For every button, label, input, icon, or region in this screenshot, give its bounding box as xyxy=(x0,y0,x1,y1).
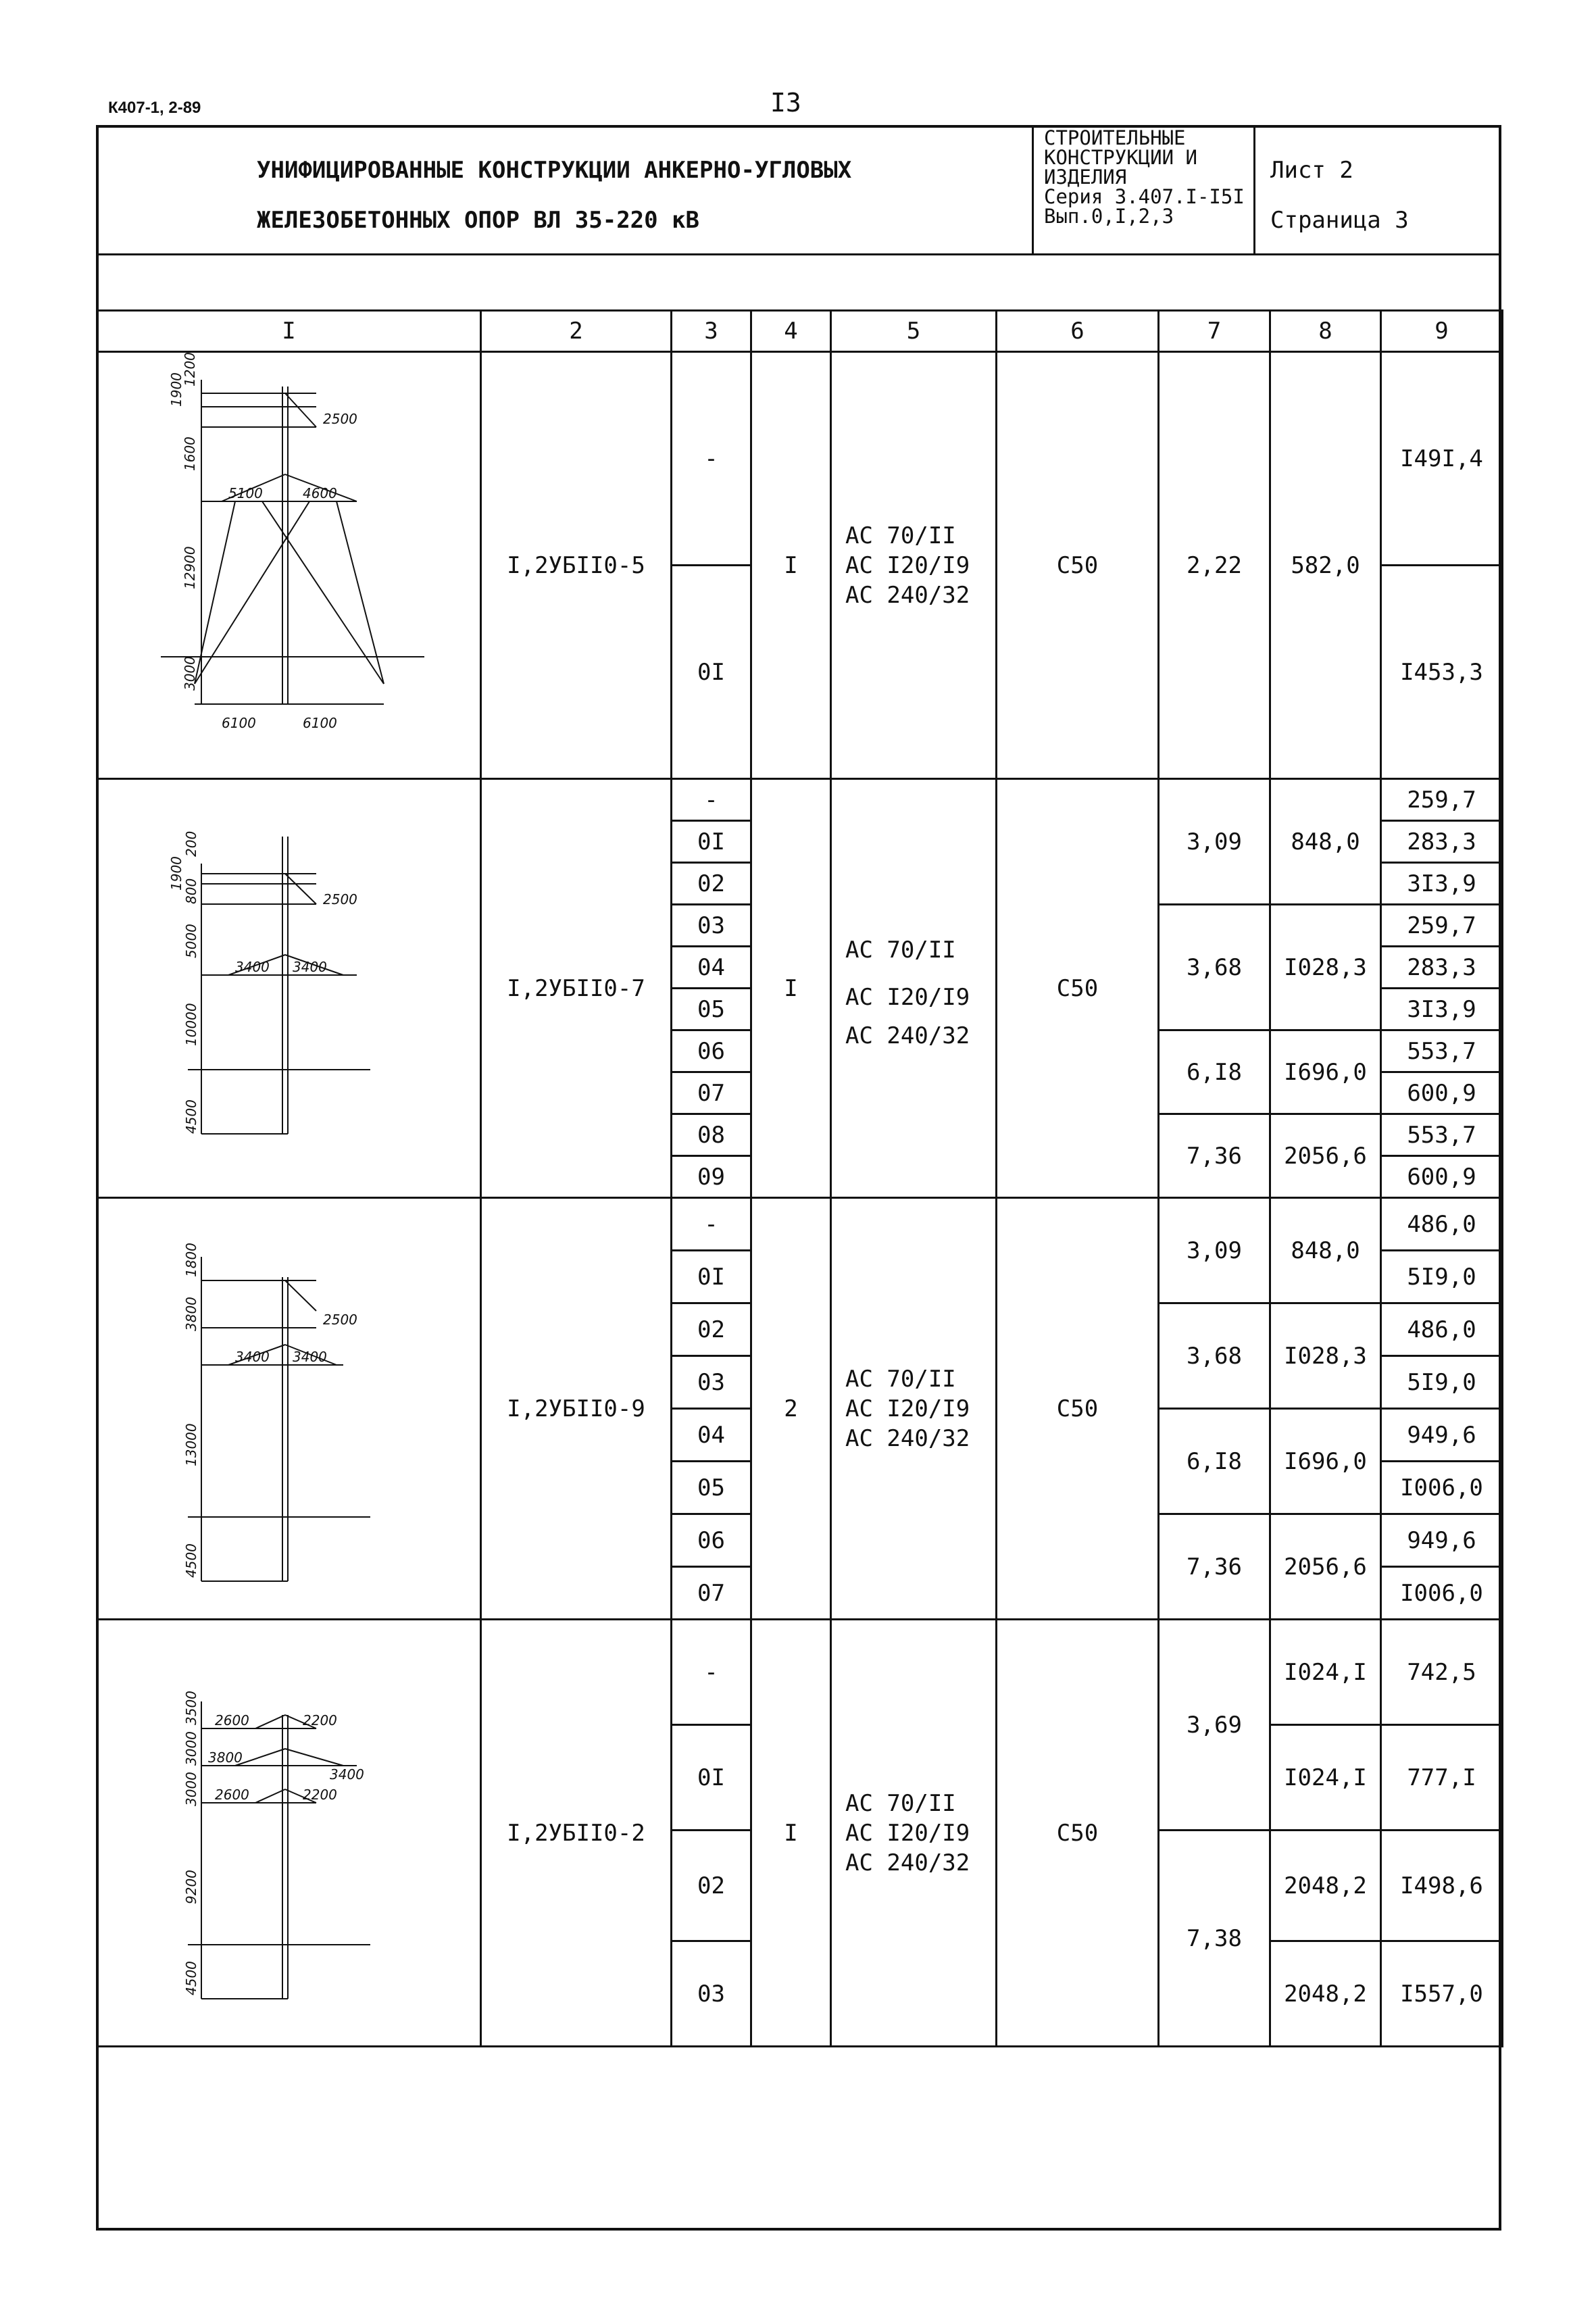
tower-mark: I,2УБII0-9 xyxy=(481,1198,672,1620)
dimension-label: 3500 xyxy=(182,1691,199,1725)
table-row xyxy=(97,1620,1503,1725)
variant-code: 08 xyxy=(672,1114,751,1156)
load-value: 949,6 xyxy=(1381,1514,1503,1567)
document-code: К407-1, 2-89 xyxy=(108,99,201,117)
variant-code: 02 xyxy=(672,863,751,905)
wire-materials xyxy=(831,1198,997,1620)
dimension-label: 9200 xyxy=(182,1870,199,1904)
variant-code: 02 xyxy=(672,1831,751,1941)
volume-value: 3,09 xyxy=(1159,779,1270,905)
load-value: 259,7 xyxy=(1381,779,1503,821)
material: АС I20/I9 xyxy=(845,1819,970,1847)
specification-table xyxy=(96,309,1503,2047)
quantity: I xyxy=(751,779,831,1198)
concrete-class: С50 xyxy=(997,352,1159,779)
load-value: 553,7 xyxy=(1381,1114,1503,1156)
dimension-label: 2200 xyxy=(302,1787,337,1803)
load-value: 600,9 xyxy=(1381,1072,1503,1114)
wire-materials xyxy=(831,352,997,779)
dimension-label: 1200 xyxy=(181,353,198,387)
variant-code: 03 xyxy=(672,905,751,947)
concrete-class: С50 xyxy=(997,1620,1159,2047)
column-header: 8 xyxy=(1270,311,1381,352)
dimension-label: 5000 xyxy=(182,924,199,958)
volume-value: 3,09 xyxy=(1159,1198,1270,1303)
dimension-label: 3400 xyxy=(292,1349,327,1365)
mass-value: I028,3 xyxy=(1270,1303,1381,1409)
dimension-label: 3400 xyxy=(329,1766,364,1783)
load-value: 283,3 xyxy=(1381,947,1503,989)
column-header: 2 xyxy=(481,311,672,352)
volume-value: 2,22 xyxy=(1159,352,1270,779)
variant-code: - xyxy=(672,779,751,821)
volume-value: 3,68 xyxy=(1159,1303,1270,1409)
load-value: 5I9,0 xyxy=(1381,1251,1503,1303)
table-row xyxy=(97,779,1503,821)
volume-value: 6,I8 xyxy=(1159,1409,1270,1514)
dimension-label: 4500 xyxy=(182,1961,199,1995)
dimension-label: 3000 xyxy=(181,656,198,691)
mass-value: I696,0 xyxy=(1270,1409,1381,1514)
tower-mark: I,2УБII0-7 xyxy=(481,779,672,1198)
wire-materials xyxy=(831,779,997,1198)
tower-drawing-2 xyxy=(97,779,481,1198)
variant-code: 0I xyxy=(672,566,751,779)
tower-mark: I,2УБII0-2 xyxy=(481,1620,672,2047)
title-line-2: ЖЕЛЕЗОБЕТОННЫХ ОПОР ВЛ 35-220 кВ xyxy=(257,207,700,234)
material: АС 70/II xyxy=(845,1789,956,1817)
column-header: 7 xyxy=(1159,311,1270,352)
dimension-label: 10000 xyxy=(182,1003,199,1046)
material: АС I20/I9 xyxy=(845,983,970,1011)
material: АС 70/II xyxy=(845,936,956,964)
load-value: 5I9,0 xyxy=(1381,1356,1503,1409)
material: АС 240/32 xyxy=(845,1424,970,1452)
tower-mark: I,2УБII0-5 xyxy=(481,352,672,779)
dimension-label: 6100 xyxy=(302,715,337,731)
volume-value: 7,36 xyxy=(1159,1514,1270,1620)
mass-value: I696,0 xyxy=(1270,1030,1381,1114)
variant-code: 0I xyxy=(672,821,751,863)
table-row xyxy=(97,1198,1503,1251)
load-value: I49I,4 xyxy=(1381,352,1503,566)
material: АС 240/32 xyxy=(845,1849,970,1876)
variant-code: - xyxy=(672,1620,751,1725)
load-value: 486,0 xyxy=(1381,1198,1503,1251)
dimension-label: 13000 xyxy=(182,1423,199,1466)
load-value: 600,9 xyxy=(1381,1156,1503,1198)
dimension-label: 2600 xyxy=(214,1787,249,1803)
title-bottom-rule xyxy=(96,253,1501,255)
variant-code: 07 xyxy=(672,1072,751,1114)
load-value: 259,7 xyxy=(1381,905,1503,947)
sheet-number: Лист 2 xyxy=(1270,157,1353,184)
load-value: 777,I xyxy=(1381,1725,1503,1831)
column-header: 9 xyxy=(1381,311,1503,352)
variant-code: 03 xyxy=(672,1356,751,1409)
variant-code: 03 xyxy=(672,1941,751,2047)
variant-code: 02 xyxy=(672,1303,751,1356)
volume-value: 7,36 xyxy=(1159,1114,1270,1198)
mass-value: 582,0 xyxy=(1270,352,1381,779)
column-header: I xyxy=(97,311,481,352)
mass-value: 2048,2 xyxy=(1270,1941,1381,2047)
load-value: 3I3,9 xyxy=(1381,863,1503,905)
load-value: 486,0 xyxy=(1381,1303,1503,1356)
material: АС 240/32 xyxy=(845,1022,970,1049)
document-title xyxy=(257,145,851,245)
quantity: I xyxy=(751,1620,831,2047)
page-label: Страница 3 xyxy=(1270,207,1409,234)
volume-value: 3,69 xyxy=(1159,1620,1270,1831)
mass-value: I024,I xyxy=(1270,1620,1381,1725)
tower-diagram xyxy=(100,353,478,772)
dimension-label: 3800 xyxy=(182,1297,199,1331)
sheet-info xyxy=(1270,145,1409,245)
dimension-label: 1800 xyxy=(182,1243,199,1277)
load-value: 949,6 xyxy=(1381,1409,1503,1462)
tower-drawing-3 xyxy=(97,1198,481,1620)
series-line: ИЗДЕЛИЯ xyxy=(1044,166,1127,189)
variant-code: - xyxy=(672,1198,751,1251)
load-value: 742,5 xyxy=(1381,1620,1503,1725)
tower-diagram xyxy=(100,1203,478,1608)
wire-materials xyxy=(831,1620,997,2047)
dimension-label: 1900 xyxy=(168,856,184,891)
variant-code: 07 xyxy=(672,1567,751,1620)
concrete-class: С50 xyxy=(997,779,1159,1198)
dimension-label: 2500 xyxy=(322,411,357,427)
dimension-label: 1600 xyxy=(181,437,198,471)
dimension-label: 2200 xyxy=(302,1712,337,1728)
material: АС I20/I9 xyxy=(845,1395,970,1422)
variant-code: 04 xyxy=(672,947,751,989)
dimension-label: 1900 xyxy=(168,372,184,407)
column-header: 4 xyxy=(751,311,831,352)
dimension-label: 3400 xyxy=(234,1349,270,1365)
load-value: I006,0 xyxy=(1381,1462,1503,1514)
mass-value: 848,0 xyxy=(1270,1198,1381,1303)
volume-value: 3,68 xyxy=(1159,905,1270,1030)
mass-value: I028,3 xyxy=(1270,905,1381,1030)
series-line: СТРОИТЕЛЬНЫЕ xyxy=(1044,126,1186,149)
concrete-class: С50 xyxy=(997,1198,1159,1620)
load-value: I006,0 xyxy=(1381,1567,1503,1620)
dimension-label: 800 xyxy=(182,878,199,904)
header-row xyxy=(97,311,1503,352)
column-header: 6 xyxy=(997,311,1159,352)
variant-code: 0I xyxy=(672,1725,751,1831)
dimension-label: 3400 xyxy=(234,959,270,975)
variant-code: 05 xyxy=(672,989,751,1030)
page-number: I3 xyxy=(770,88,801,118)
tower-drawing-4 xyxy=(97,1620,481,2047)
series-line: КОНСТРУКЦИИ И xyxy=(1044,146,1197,169)
dimension-label: 3000 xyxy=(182,1772,199,1806)
variant-code: 06 xyxy=(672,1030,751,1072)
dimension-label: 2600 xyxy=(214,1712,249,1728)
variant-code: 05 xyxy=(672,1462,751,1514)
volume-value: 7,38 xyxy=(1159,1831,1270,2047)
load-value: 553,7 xyxy=(1381,1030,1503,1072)
variant-code: - xyxy=(672,352,751,566)
column-header: 3 xyxy=(672,311,751,352)
load-value: 283,3 xyxy=(1381,821,1503,863)
mass-value: 2048,2 xyxy=(1270,1831,1381,1941)
dimension-label: 6100 xyxy=(221,715,256,731)
title-divider-1 xyxy=(1032,125,1034,253)
load-value: I453,3 xyxy=(1381,566,1503,779)
series-line: Серия 3.407.I-I5I xyxy=(1044,185,1245,208)
variant-code: 09 xyxy=(672,1156,751,1198)
variant-code: 06 xyxy=(672,1514,751,1567)
mass-value: 2056,6 xyxy=(1270,1114,1381,1198)
dimension-label: 4500 xyxy=(182,1099,199,1134)
column-header: 5 xyxy=(831,311,997,352)
variant-code: 04 xyxy=(672,1409,751,1462)
material: АС I20/I9 xyxy=(845,551,970,579)
dimension-label: 5100 xyxy=(228,485,263,501)
load-value: I557,0 xyxy=(1381,1941,1503,2047)
dimension-label: 3800 xyxy=(207,1749,243,1766)
dimension-label: 2500 xyxy=(322,1312,357,1328)
mass-value: 848,0 xyxy=(1270,779,1381,905)
title-divider-2 xyxy=(1253,125,1255,253)
tower-diagram xyxy=(100,782,478,1188)
series-line: Вып.0,I,2,3 xyxy=(1044,205,1174,228)
mass-value: I024,I xyxy=(1270,1725,1381,1831)
material: АС 240/32 xyxy=(845,581,970,609)
variant-code: 0I xyxy=(672,1251,751,1303)
mass-value: 2056,6 xyxy=(1270,1514,1381,1620)
quantity: 2 xyxy=(751,1198,831,1620)
tower-diagram xyxy=(100,1620,478,2039)
dimension-label: 3000 xyxy=(182,1731,199,1766)
load-value: 3I3,9 xyxy=(1381,989,1503,1030)
dimension-label: 12900 xyxy=(181,546,198,589)
tower-drawing-1 xyxy=(97,352,481,779)
volume-value: 6,I8 xyxy=(1159,1030,1270,1114)
dimension-label: 4600 xyxy=(302,485,337,501)
load-value: I498,6 xyxy=(1381,1831,1503,1941)
material: АС 70/II xyxy=(845,1365,956,1393)
table-row xyxy=(97,352,1503,566)
dimension-label: 4500 xyxy=(182,1543,199,1578)
dimension-label: 200 xyxy=(182,830,199,857)
series-block xyxy=(1044,128,1245,226)
dimension-label: 2500 xyxy=(322,891,357,907)
dimension-label: 3400 xyxy=(292,959,327,975)
material: АС 70/II xyxy=(845,522,956,549)
title-line-1: УНИФИЦИРОВАННЫЕ КОНСТРУКЦИИ АНКЕРНО-УГЛОВЫХ xyxy=(257,157,852,184)
quantity: I xyxy=(751,352,831,779)
